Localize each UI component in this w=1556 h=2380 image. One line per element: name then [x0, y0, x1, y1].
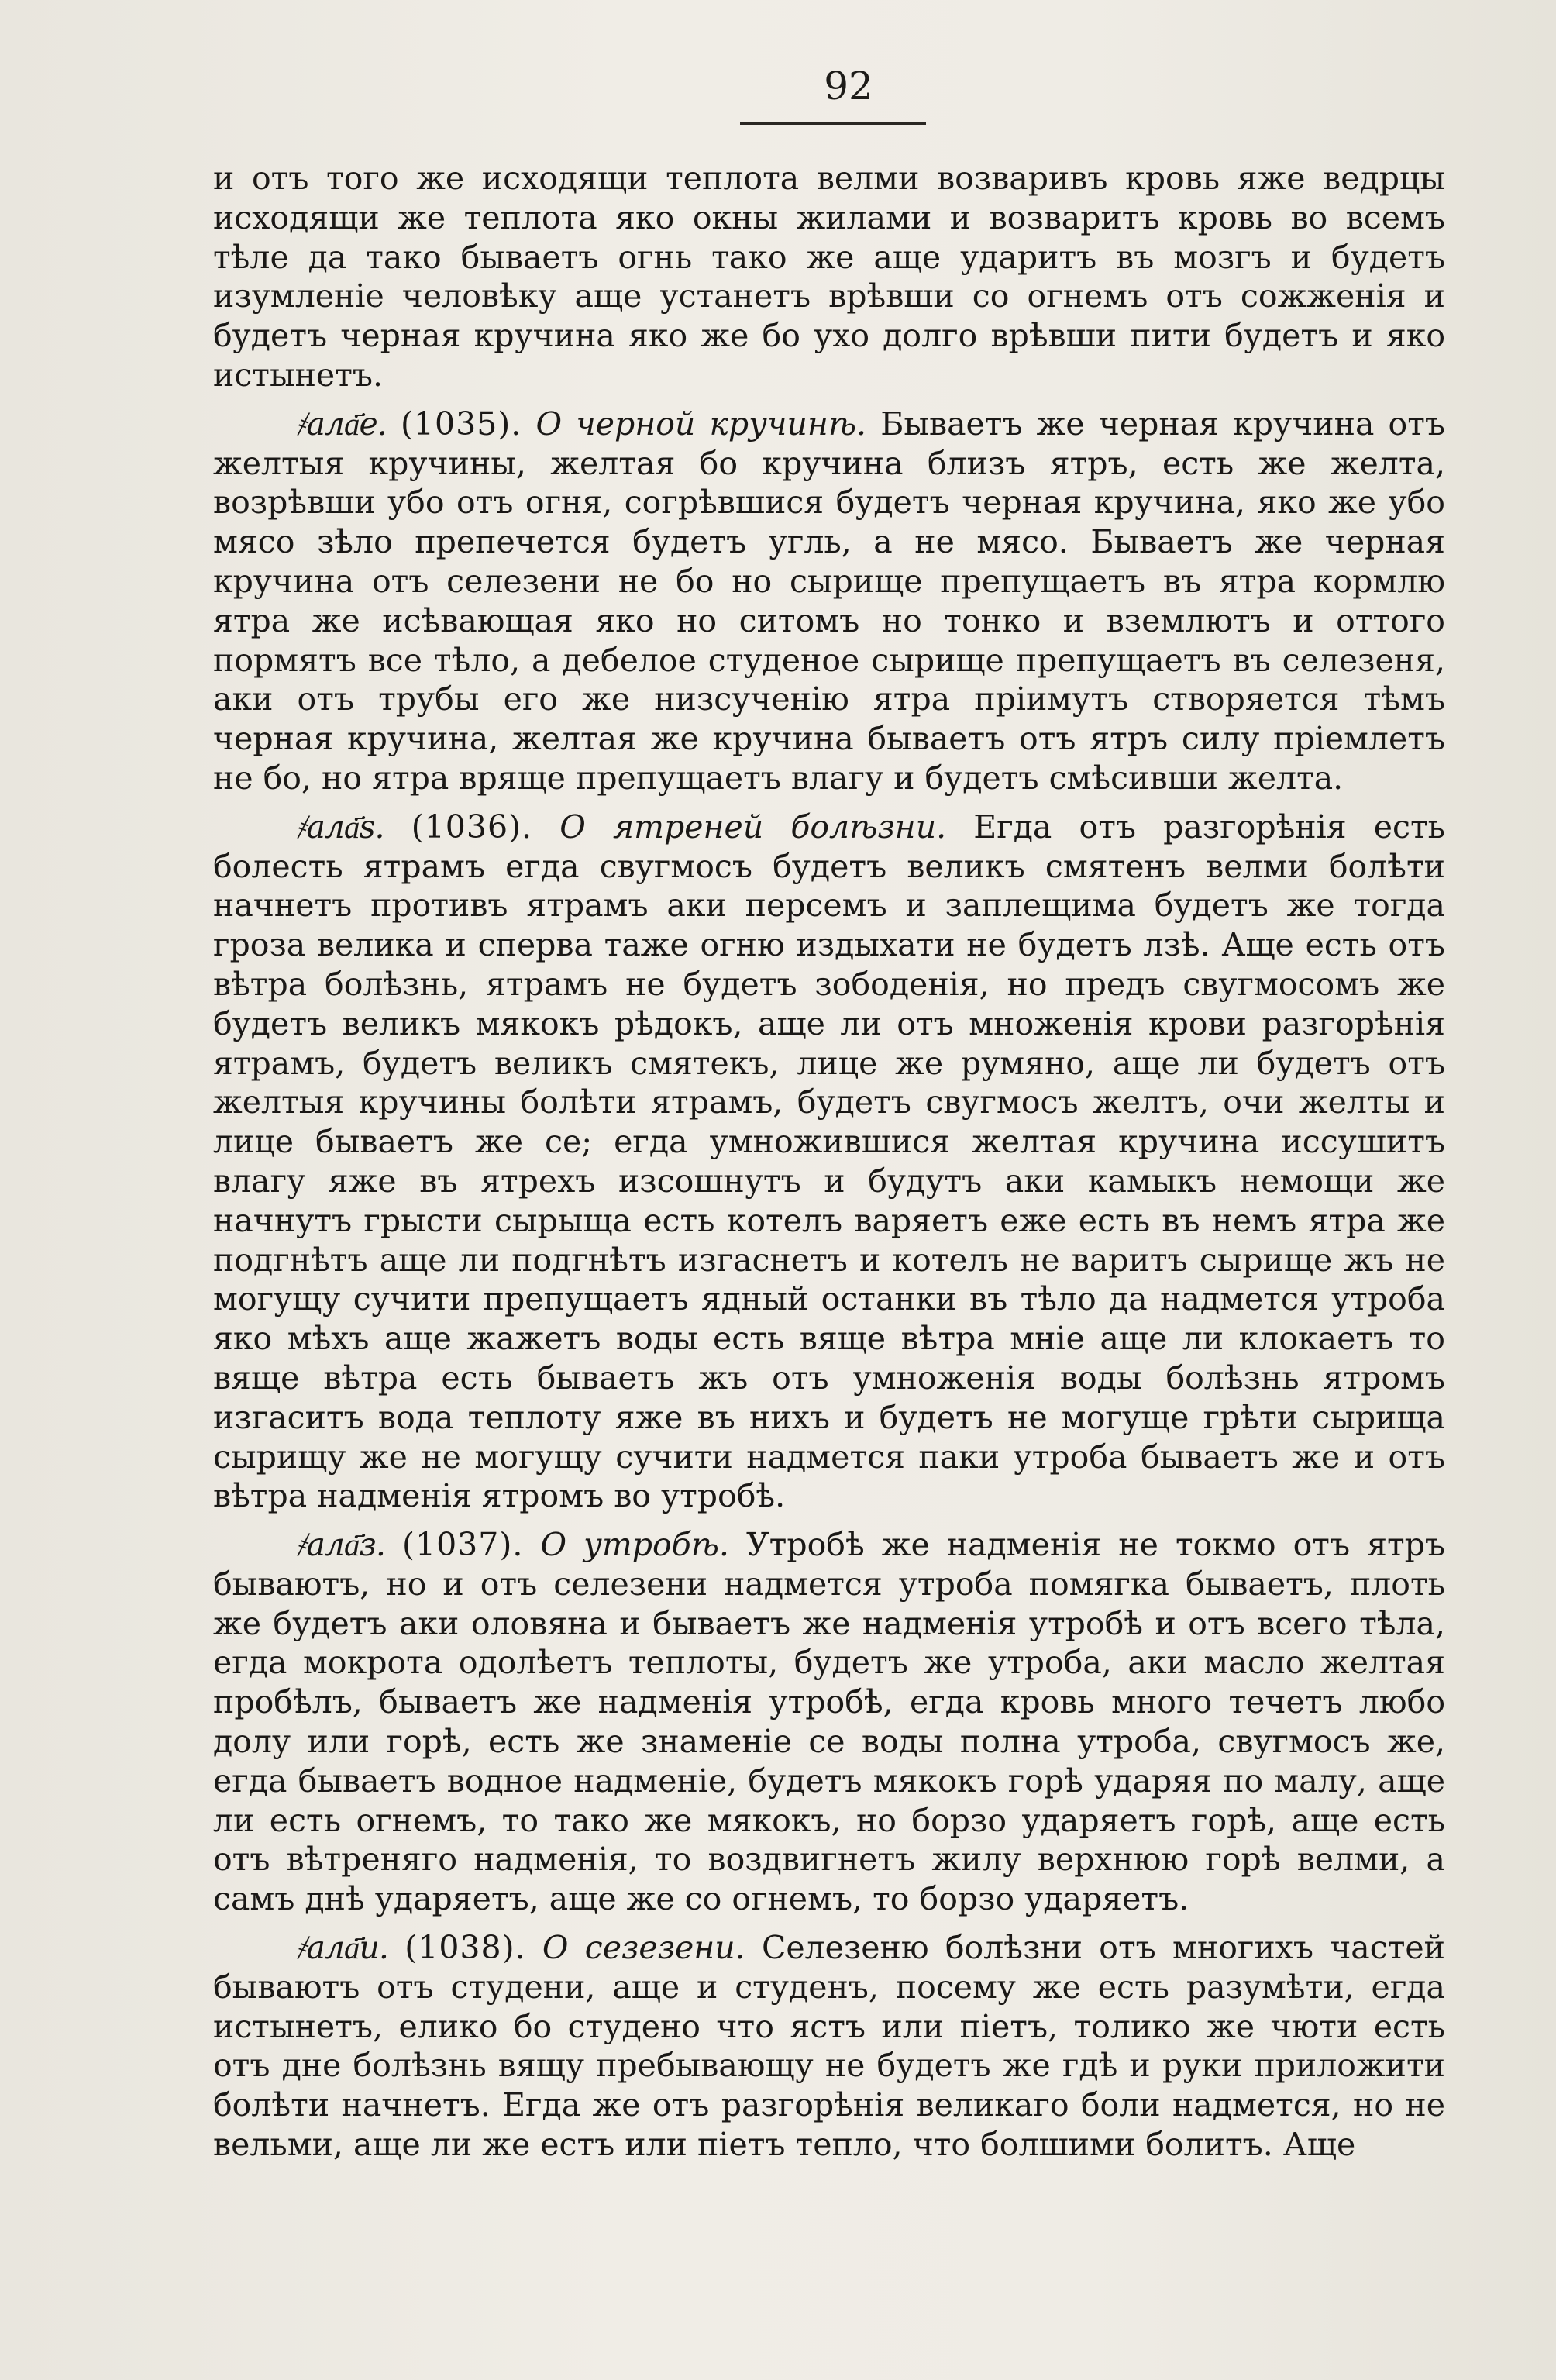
page-number-rule	[740, 122, 926, 125]
section-number: (1038).	[404, 1929, 526, 1967]
section-title: О утробѣ.	[540, 1526, 729, 1564]
section-1035	[213, 405, 1445, 798]
section-text: Селезеню болѣзни отъ многихъ частей бываютъ отъ студени, аще и студенъ, посему же есть разумѣти, егда истынетъ, елико бо студено что ястъ или піетъ, толико же чюти есть отъ дне болѣзнь вящу пребывающу не будетъ же гдѣ и руки приложити болѣти начнетъ. Егда же отъ разгорѣнія великаго боли надмется, но не вельми, аще ли же естъ или піетъ тепло, что болшими болитъ. Аще	[213, 1929, 1445, 2164]
paragraph-continuation: и отъ того же исходящи теплота велми возваривъ кровь яже ведрцы исходящи же теплота яко окны жилами и возваритъ кровь во всемъ тѣле да тако бываетъ огнь тако же аще ударитъ въ мозгъ и будетъ изумленіе человѣку аще устанетъ врѣвши со огнемъ отъ сожженія и будетъ черная кручина яко же бо ухо долго врѣвши пити будетъ и яко истынетъ.	[213, 160, 1445, 394]
section-title: О сезезени.	[542, 1929, 745, 1967]
cyrillic-numeral-mark: ҂ала҃ѕ.	[298, 808, 384, 846]
section-1037	[213, 1525, 1445, 1919]
section-number: (1037).	[401, 1526, 524, 1564]
section-1036	[213, 808, 1445, 1516]
cyrillic-numeral-mark: ҂ала҃з.	[298, 1526, 385, 1564]
body-text	[213, 159, 1445, 2165]
section-1038	[213, 1928, 1445, 2165]
section-number: (1035).	[400, 405, 522, 443]
section-title: О черной кручинѣ.	[535, 405, 867, 443]
section-text: Утробѣ же надменія не токмо отъ ятръ бываютъ, но и отъ селезени надмется утроба помягка бываетъ, плоть же будетъ аки оловяна и бываетъ же надменія утробѣ и отъ всего тѣла, егда мокрота одолѣетъ теплоты, будетъ же утроба, аки масло желтая пробѣлъ, бываетъ же надменія утробѣ, егда кровь много течетъ любо долу или горѣ, есть же знаменіе се воды полна утроба, свугмосъ же, егда бываетъ водное надменіе, будетъ мякокъ горѣ ударяя по малу, аще ли есть огнемъ, то тако же мякокъ, но борзо ударяетъ горѣ, аще есть отъ вѣтреняго надменія, то воздвигнетъ жилу верхнюю горѣ велми, а самъ днѣ ударяетъ, аще же со огнемъ, то борзо ударяетъ.	[213, 1526, 1445, 1918]
section-title: О ятреней болѣзни.	[559, 808, 947, 846]
cyrillic-numeral-mark: ҂ала҃и.	[298, 1929, 388, 1967]
section-text: Егда отъ разгорѣнія есть болесть ятрамъ егда свугмосъ будетъ великъ смятенъ велми болѣти начнетъ противъ ятрамъ аки персемъ и заплещима будетъ же тогда гроза велика и сперва таже огню издыхати не будетъ лзѣ. Аще есть отъ вѣтра болѣзнь, ятрамъ не будетъ зободенія, но предъ свугмосомъ же будетъ великъ мякокъ рѣдокъ, аще ли отъ множенія крови разгорѣнія ятрамъ, будетъ великъ смятекъ, лице же румяно, аще ли будетъ отъ желтыя кручины болѣти ятрамъ, будетъ свугмосъ желтъ, очи желты и лице бываетъ же се; егда умножившися желтая кручина иссушитъ влагу яже въ ятрехъ изсошнутъ и будутъ аки камыкъ немощи же начнутъ грысти сырыща есть котелъ варяетъ еже есть въ немъ ятра же подгнѣтъ аще ли подгнѣтъ изгаснетъ и котелъ не варитъ сырище жъ не могущу сучити препущаетъ ядный останки въ тѣло да надмется утроба яко мѣхъ аще жажетъ воды есть вяще вѣтра мніе аще ли клокаетъ то вяще вѣтра есть бываетъ жъ отъ умноженія воды болѣзнь ятромъ изгаситъ вода теплоту яже въ нихъ и будетъ не могуще грѣти сырища сырищу же не могущу сучити надмется паки утроба бываетъ же и отъ вѣтра надменія ятромъ во утробѣ.	[213, 808, 1445, 1515]
section-number: (1036).	[411, 808, 533, 846]
section-text: Бываетъ же черная кручина отъ желтыя кручины, желтая бо кручина близъ ятръ, есть же желта, возрѣвши убо отъ огня, согрѣвшися будетъ черная кручина, яко же убо мясо зѣло препечется будетъ угль, а не мясо. Бываетъ же черная кручина отъ селезени не бо но сырище препущаетъ въ ятра кормлю ятра же исѣвающая яко но ситомъ но тонко и вземлютъ и оттого пормятъ все тѣло, а дебелое студеное сырище препущаетъ въ селезеня, аки отъ трубы его же низсученію ятра пріимутъ створяется тѣмъ черная кручина, желтая же кручина бываетъ отъ ятръ силу пріемлетъ не бо, но ятра вряще препущаетъ влагу и будетъ смѣсивши желта.	[213, 405, 1445, 797]
cyrillic-numeral-mark: ҂ала҃е.	[298, 405, 387, 443]
page-number: 92	[824, 64, 873, 108]
